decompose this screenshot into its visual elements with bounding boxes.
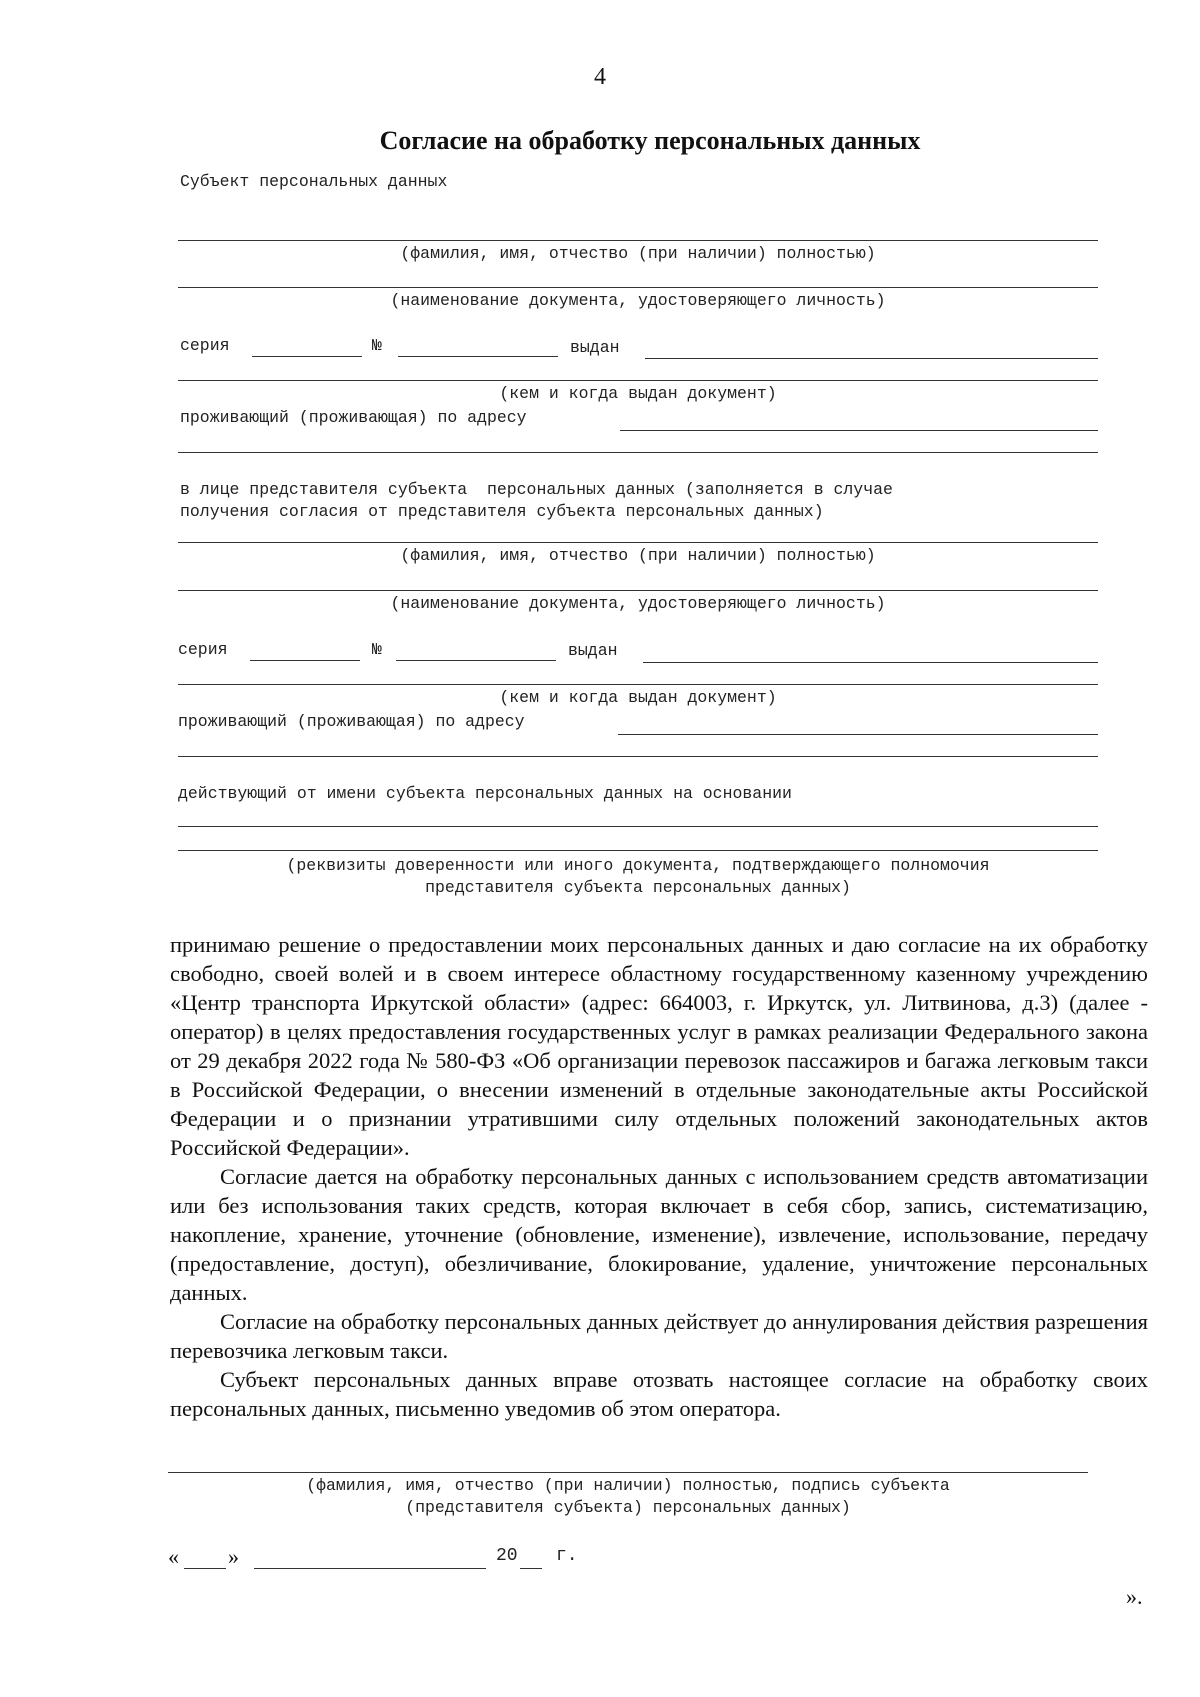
subject-address-label: проживающий (проживающая) по адресу [180, 408, 527, 427]
representative-power-caption-line2: представителя субъекта персональных данных) [425, 878, 851, 897]
subject-fio-caption: (фамилия, имя, отчество (при наличии) полностью) [400, 244, 876, 263]
date-year-field[interactable] [520, 1568, 542, 1569]
representative-address-field-2[interactable] [178, 756, 1098, 757]
representative-fio-field[interactable] [178, 542, 1098, 543]
subject-issued-label: выдан [570, 338, 620, 357]
representative-issued-label: выдан [568, 641, 618, 660]
consent-paragraph-3: Согласие на обработку персональных данных действует до аннулирования действия разрешения перевозчика легковым такси. [170, 1309, 1148, 1363]
representative-issued-caption: (кем и когда выдан документ) [499, 688, 777, 707]
date-year-prefix: 20 [496, 1546, 518, 1566]
consent-paragraph-2: Согласие дается на обработку персональных данных с использованием средств автоматизации или без использования таких средств, которая включает в себя сбор, запись, систематизацию, накопление, хранение, уточнение (обновление, изменение), извлечение, использование, передачу (предоставление, доступ), обезличивание, блокирование, удаление, уничтожение персональных данных. [170, 1164, 1148, 1305]
representative-intro-line2: получения согласия от представителя субъекта персональных данных) [180, 502, 824, 521]
representative-number-field[interactable] [396, 660, 556, 661]
representative-doc-caption: (наименование документа, удостоверяющего личность) [390, 594, 886, 613]
representative-power-caption-line1: (реквизиты доверенности или иного документа, подтверждающего полномочия [286, 856, 990, 875]
subject-number-field[interactable] [398, 356, 558, 357]
closing-mark: ». [1126, 1584, 1143, 1609]
subject-series-label: серия [180, 336, 230, 355]
subject-issued-caption: (кем и когда выдан документ) [499, 384, 777, 403]
signature-field[interactable] [168, 1472, 1088, 1473]
representative-basis-field[interactable] [178, 826, 1098, 827]
date-day-field[interactable] [184, 1568, 226, 1569]
representative-fio-caption: (фамилия, имя, отчество (при наличии) полностью) [400, 546, 876, 565]
subject-issued-field[interactable] [645, 358, 1098, 359]
page-title: Согласие на обработку персональных данных [379, 126, 921, 155]
representative-series-field[interactable] [250, 660, 360, 661]
subject-issued-field-2[interactable] [178, 380, 1098, 381]
representative-intro-line1: в лице представителя субъекта персональных данных (заполняется в случае [180, 480, 893, 499]
consent-paragraph-1: принимаю решение о предоставлении моих персональных данных и даю согласие на их обработку свободно, своей волей и в своем интересе областному государственному казенному учреждению «Центр транспорта Иркутской области» (адрес: 664003, г. Иркутск, ул. Литвинова, д.3) (далее - оператор) в целях предоставления государственных услуг в рамках реализации Федерального закона от 29 декабря 2022 года № 580-ФЗ «Об организации перевозок пассажиров и багажа легковым такси в Российской Федерации, о внесении изменений в отдельные законодательные акты Российской Федерации и о признании утратившими силу отдельных положений законодательных актов Российской Федерации». [170, 932, 1148, 1160]
subject-doc-caption: (наименование документа, удостоверяющего личность) [390, 291, 886, 310]
representative-address-field[interactable] [618, 734, 1098, 735]
signature-caption-line2: (представителя субъекта) персональных данных) [405, 1498, 851, 1517]
representative-series-label: серия [178, 640, 228, 659]
representative-acting-basis: действующий от имени субъекта персональных данных на основании [178, 784, 792, 803]
subject-number-label: № [372, 336, 382, 355]
representative-doc-field[interactable] [178, 590, 1098, 591]
subject-address-field[interactable] [620, 430, 1098, 431]
representative-issued-field[interactable] [643, 662, 1098, 663]
subject-fio-field[interactable] [178, 240, 1098, 241]
date-month-field[interactable] [254, 1568, 486, 1569]
consent-paragraph-4: Субъект персональных данных вправе отозвать настоящее согласие на обработку своих персональных данных, письменно уведомив об этом оператора. [170, 1367, 1148, 1421]
signature-caption-line1: (фамилия, имя, отчество (при наличии) полностью, подпись субъекта [306, 1476, 950, 1495]
date-year-suffix: г. [556, 1546, 578, 1566]
subject-series-field[interactable] [252, 356, 362, 357]
subject-doc-field[interactable] [178, 287, 1098, 288]
representative-basis-field-2[interactable] [178, 850, 1098, 851]
subject-intro: Субъект персональных данных [180, 172, 448, 191]
subject-address-field-2[interactable] [178, 452, 1098, 453]
consent-text [170, 930, 1148, 1423]
page-number: 4 [594, 64, 606, 90]
representative-address-label: проживающий (проживающая) по адресу [178, 712, 525, 731]
date-quote-open: « [168, 1544, 179, 1569]
representative-issued-field-2[interactable] [178, 684, 1098, 685]
representative-number-label: № [372, 640, 382, 659]
date-quote-close: » [228, 1544, 239, 1569]
